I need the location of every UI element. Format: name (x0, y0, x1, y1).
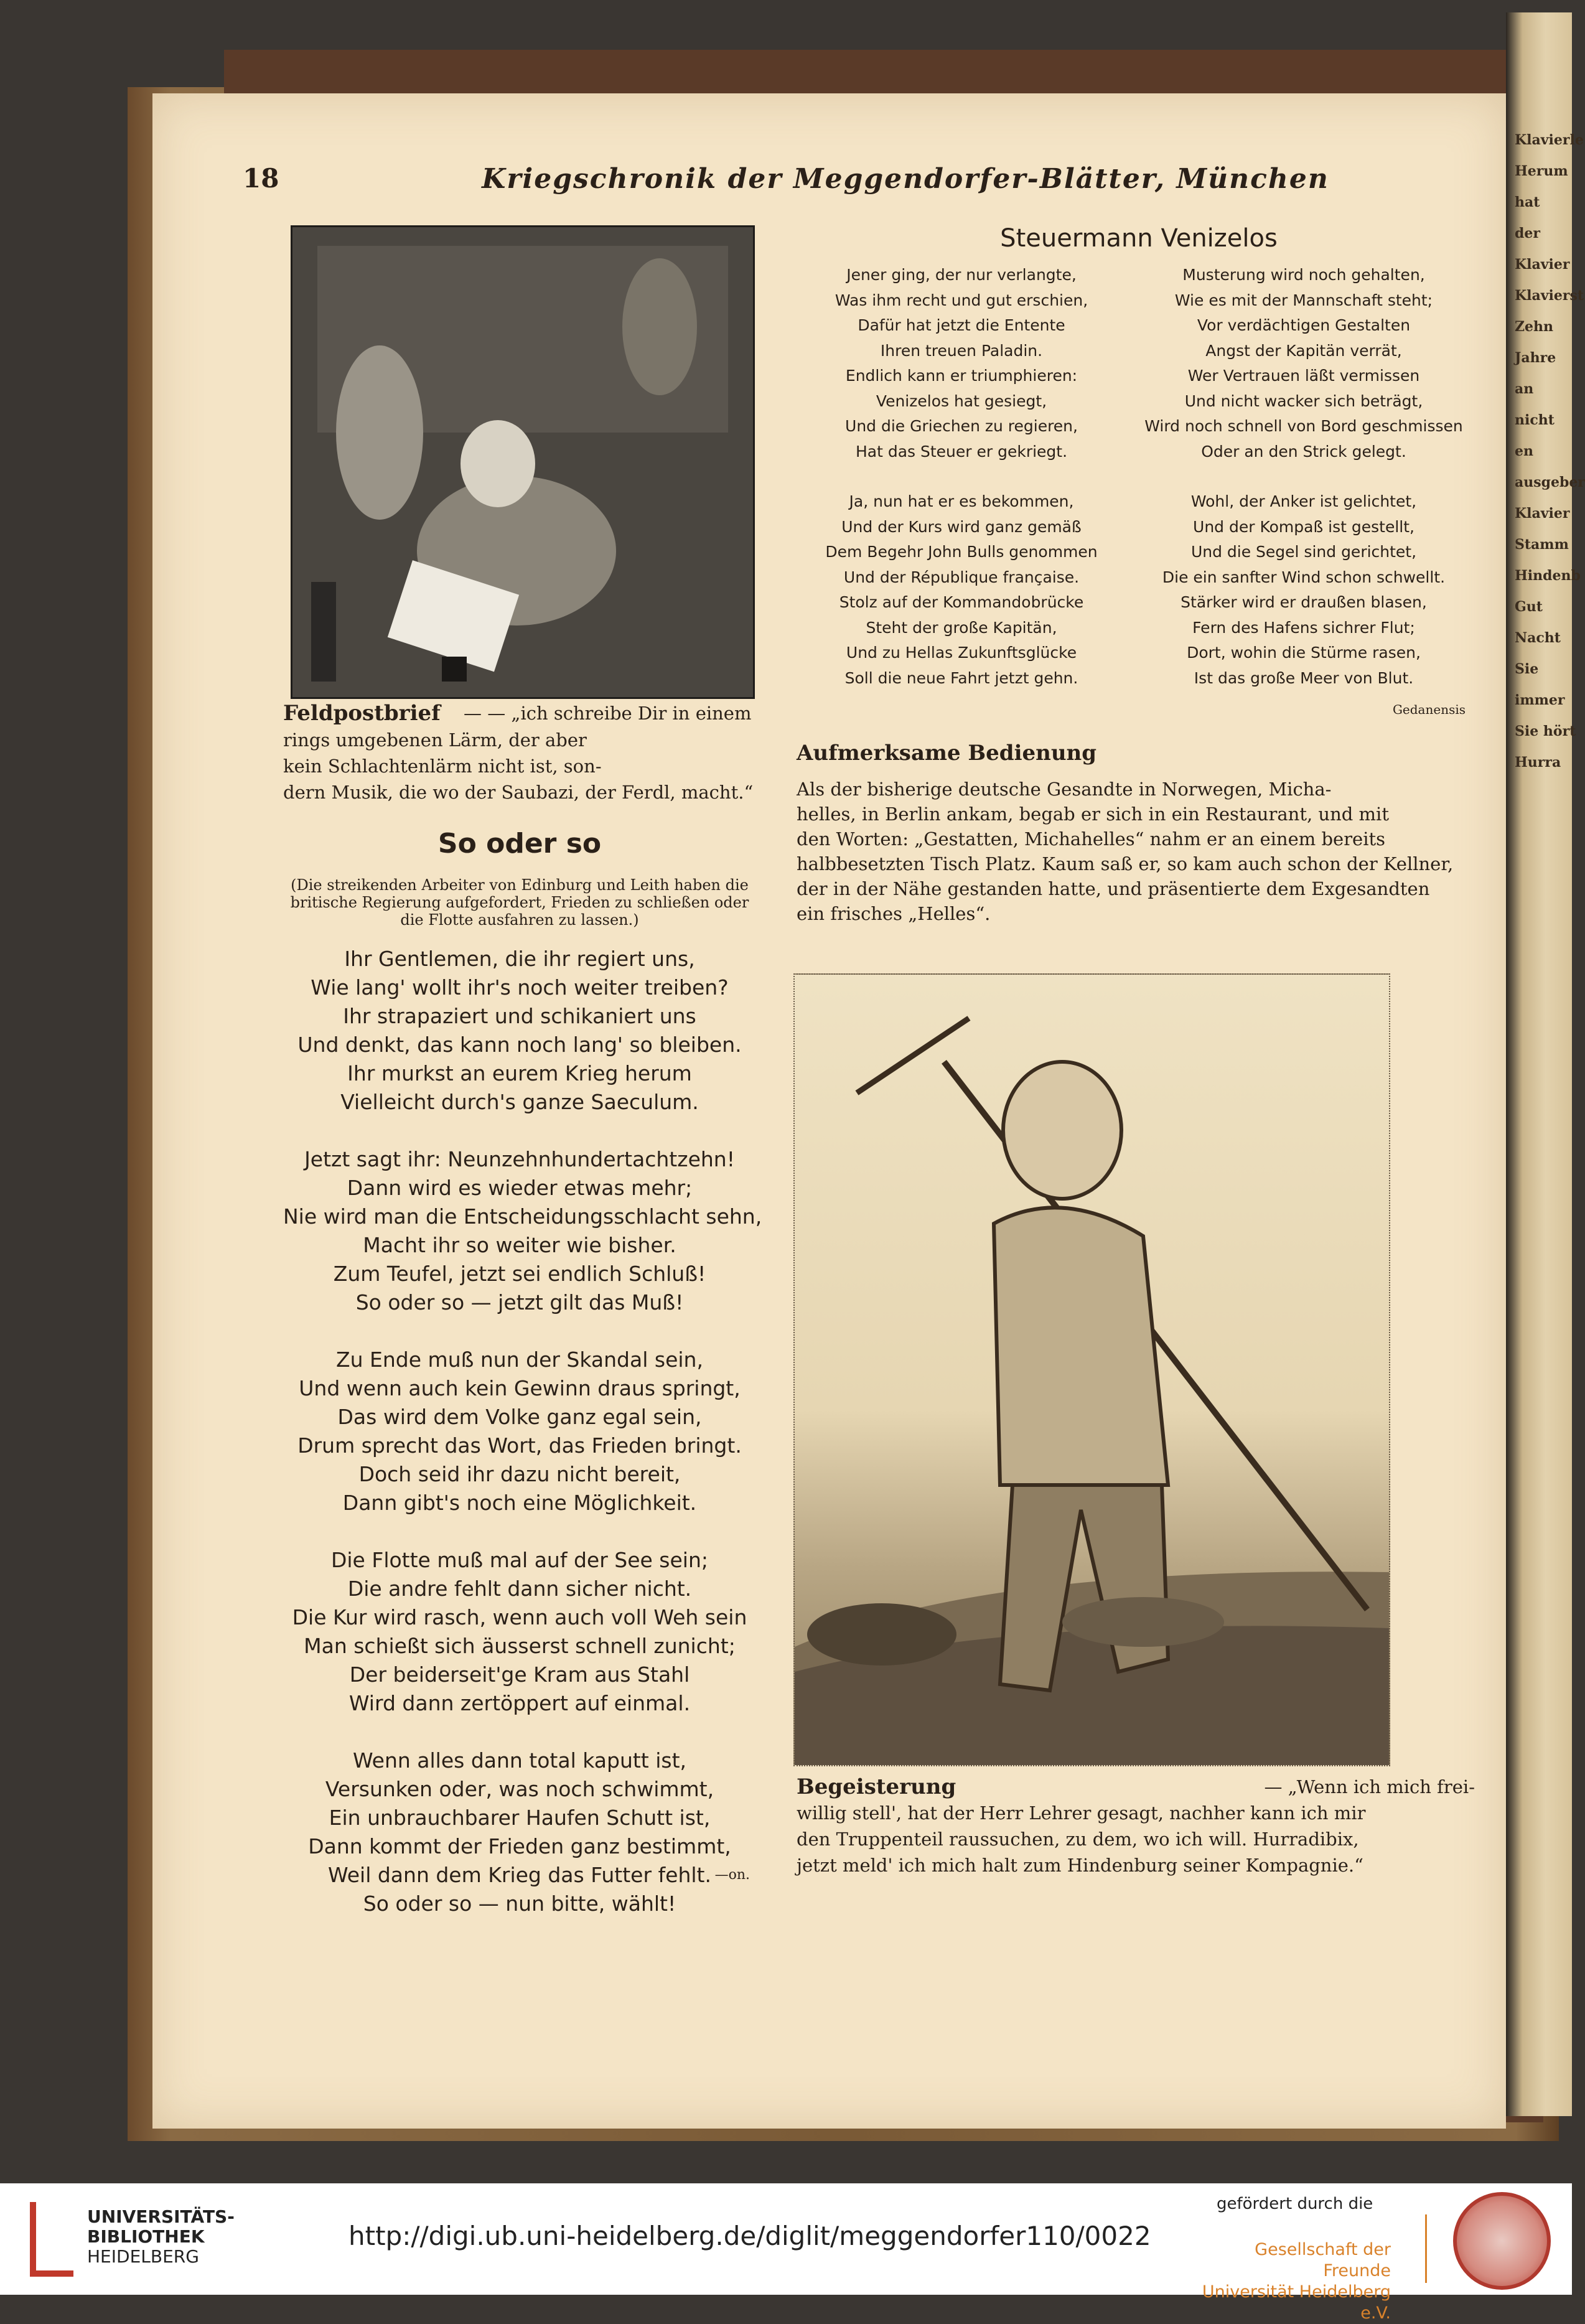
steuermann-title: Steuermann Venizelos (1000, 224, 1278, 253)
feldpostbrief-illustration (291, 225, 755, 699)
poem-line: Weil dann dem Krieg das Futter fehlt. (328, 1863, 711, 1887)
begeisterung-text-first: — „Wenn ich mich frei- (1264, 1776, 1475, 1797)
library-name-line3: HEIDELBERG (87, 2246, 199, 2267)
adjacent-text-line: Klavierst (1515, 288, 1584, 304)
poem-line: Oder an den Strick gelegt. (1201, 442, 1406, 461)
poem-line: Die Kur wird rasch, wenn auch voll Weh sein (292, 1605, 747, 1629)
poem-line: Ein unbrauchbarer Haufen Schutt ist, (329, 1806, 711, 1830)
adjacent-page-text (1515, 124, 1585, 778)
soldiers-drawing (292, 227, 753, 697)
so-oder-so-subtitle: (Die streikenden Arbeiter von Edinburg und Leith haben die britische Regierung aufgefordert, Frieden zu schließen oder die Flotte ausfahren zu lassen.) (290, 876, 749, 929)
text-line: den Worten: „Gestatten, Michahelles“ nahm er an einem bereits (797, 828, 1386, 850)
sponsor-label: gefördert durch die (1217, 2195, 1373, 2213)
adjacent-text-line: Gut Nacht (1515, 599, 1561, 646)
adjacent-text-line: Hindenb (1515, 568, 1581, 584)
poem-line: Die ein sanfter Wind schon schwellt. (1162, 568, 1446, 586)
text-line: den Truppenteil raussuchen, zu dem, wo ich will. Hurradibix, (797, 1829, 1359, 1850)
so-oder-so-poem (283, 945, 762, 1947)
text-line: ein frisches „Helles“. (797, 903, 991, 924)
poem-line: Der beiderseit'ge Kram aus Stahl (349, 1662, 690, 1687)
poem-line: Dann kommt der Frieden ganz bestimmt, (308, 1834, 731, 1858)
poem-line: Steht der große Kapitän, (866, 618, 1057, 637)
poem-line: Ihr Gentlemen, die ihr regiert uns, (344, 947, 695, 971)
adjacent-text-line: ausgeber (1515, 474, 1585, 490)
poem-line: Vor verdächtigen Gestalten (1197, 316, 1411, 334)
poem-line: Ihren treuen Paladin. (880, 341, 1043, 360)
stanza (283, 1346, 756, 1517)
poem-line: Dann wird es wieder etwas mehr; (347, 1176, 693, 1200)
university-seal-icon (1453, 2192, 1551, 2290)
poem-line: Vielleicht durch's ganze Saeculum. (340, 1090, 699, 1114)
poem-line: Zum Teufel, jetzt sei endlich Schluß! (333, 1262, 706, 1286)
adjacent-text-line: Hurra (1515, 754, 1561, 771)
poem-line: Das wird dem Volke ganz egal sein, (337, 1405, 702, 1429)
permalink[interactable]: http://digi.ub.uni-heidelberg.de/diglit/meggendorfer110/0022 (348, 2221, 1151, 2251)
poem-line: Jener ging, der nur verlangte, (846, 266, 1077, 284)
library-name (87, 2207, 235, 2267)
poem-line: Ihr murkst an eurem Krieg herum (347, 1061, 692, 1085)
adjacent-page (1506, 12, 1585, 2116)
poem-line: Macht ihr so weiter wie bisher. (363, 1233, 676, 1257)
library-name-line2: BIBLIOTHEK (87, 2226, 205, 2247)
text-line: halbbesetzten Tisch Platz. Kaum saß er, so kam auch schon der Kellner, (797, 853, 1454, 874)
poem-line: Und wenn auch kein Gewinn draus springt, (299, 1376, 741, 1400)
feldpostbrief-block (283, 700, 756, 805)
text-line: dern Musik, die wo der Saubazi, der Ferdl, macht.“ (283, 782, 754, 803)
poem-line: Stärker wird er draußen blasen, (1181, 593, 1427, 611)
so-oder-so-title: So oder so (437, 828, 602, 860)
feldpostbrief-title: Feldpostbrief (283, 701, 441, 726)
poem-line: Dann gibt's noch eine Möglichkeit. (342, 1491, 697, 1515)
sponsor-line2: Universität Heidelberg e.V. (1202, 2282, 1391, 2323)
adjacent-text-line: Herum hat (1515, 163, 1568, 210)
poem-line: Wird dann zertöppert auf einmal. (348, 1691, 691, 1715)
poem-line: Und die Griechen zu regieren, (845, 417, 1078, 435)
poem-line: Jetzt sagt ihr: Neunzehnhundertachtzehn! (304, 1147, 735, 1171)
sponsor-divider (1425, 2214, 1427, 2283)
steuermann-left-column (797, 263, 1126, 716)
adjacent-text-line: der Klavier (1515, 225, 1570, 273)
poem-line: Wie es mit der Mannschaft steht; (1174, 291, 1433, 309)
stanza (797, 489, 1126, 691)
stanza (797, 263, 1126, 464)
poem-line: Die Flotte muß mal auf der See sein; (330, 1548, 709, 1572)
library-footer (0, 2183, 1572, 2323)
adjacent-text-line: Zehn Jahre (1515, 319, 1556, 366)
poem-line: Fern des Hafens sichrer Flut; (1192, 618, 1415, 637)
poem-line: Dort, wohin die Stürme rasen, (1187, 644, 1421, 662)
poem-line: Und der Kompaß ist gestellt, (1193, 517, 1414, 536)
text-line: der in der Nähe gestanden hatte, und präsentierte dem Exgesandten (797, 878, 1430, 899)
poem-line: Wer Vertrauen läßt vermissen (1187, 367, 1420, 385)
stanza (283, 945, 756, 1117)
text-line: kein Schlachtenlärm nicht ist, son- (283, 756, 602, 777)
page-number: 18 (243, 163, 279, 194)
stanza (1136, 263, 1472, 464)
poem-line: Und zu Hellas Zukunftsglücke (846, 644, 1077, 662)
adjacent-text-line: Klavierle (1515, 132, 1584, 148)
begeisterung-title: Begeisterung (797, 1774, 956, 1799)
poem-line: Und der Kurs wird ganz gemäß (841, 517, 1082, 536)
poem-line: Man schießt sich äusserst schnell zunicht; (304, 1634, 736, 1658)
text-line: helles, in Berlin ankam, begab er sich in ein Restaurant, und mit (797, 804, 1389, 825)
so-oder-so-signature: —on. (714, 1867, 750, 1883)
poem-line: Ist das große Meer von Blut. (1194, 668, 1414, 687)
poem-line: Musterung wird noch gehalten, (1182, 266, 1425, 284)
adjacent-text-line: Sie immer (1515, 661, 1565, 708)
poem-line: Drum sprecht das Wort, das Frieden bringt. (297, 1433, 742, 1458)
poem-line: Venizelos hat gesiegt, (876, 391, 1047, 410)
poem-line: Wenn alles dann total kaputt ist, (352, 1748, 687, 1773)
page (152, 93, 1506, 2129)
poem-line: Hat das Steuer er gekriegt. (855, 442, 1068, 461)
sponsor-line1: Gesellschaft der Freunde (1255, 2240, 1391, 2280)
poem-line: Doch seid ihr dazu nicht bereit, (358, 1462, 681, 1486)
poem-line: Stolz auf der Kommandobrücke (839, 593, 1084, 611)
library-name-line1: UNIVERSITÄTS- (87, 2206, 235, 2227)
boy-with-rake-drawing (795, 975, 1389, 1765)
poem-line: Endlich kann er triumphieren: (845, 367, 1078, 385)
stanza (283, 1546, 756, 1718)
poem-line: Wohl, der Anker ist gelichtet, (1190, 492, 1417, 510)
stanza (283, 1145, 762, 1317)
text-line: jetzt meld' ich mich halt zum Hindenburg seiner Kompagnie.“ (797, 1855, 1363, 1876)
stanza (283, 1746, 756, 1918)
poem-line: Was ihm recht und gut erschien, (835, 291, 1088, 309)
poem-line: Dem Begehr John Bulls genommen (825, 543, 1098, 561)
poem-line: Versunken oder, was noch schwimmt, (325, 1777, 714, 1801)
poem-line: Und die Segel sind gerichtet, (1190, 543, 1417, 561)
poem-line: So oder so — jetzt gilt das Muß! (355, 1290, 684, 1314)
poem-line: Ihr strapaziert und schikaniert uns (343, 1004, 696, 1028)
poem-line: Zu Ende muß nun der Skandal sein, (336, 1347, 703, 1372)
poem-line: Angst der Kapitän verrät, (1205, 341, 1402, 360)
poem-line: Nie wird man die Entscheidungsschlacht sehn, (283, 1204, 762, 1229)
poem-line: Die andre fehlt dann sicher nicht. (347, 1577, 692, 1601)
sponsor-name (1185, 2239, 1391, 2324)
poem-line: Wird noch schnell von Bord geschmissen (1144, 417, 1463, 435)
adjacent-text-line: Stamm (1515, 536, 1569, 553)
bedienung-title: Aufmerksame Bedienung (797, 741, 1097, 766)
poem-line: Und denkt, das kann noch lang' so bleiben. (297, 1033, 742, 1057)
adjacent-text-line: Klavier (1515, 505, 1570, 522)
steuermann-right-column (1136, 263, 1472, 716)
library-logo-icon (30, 2202, 73, 2277)
poem-line: Und der République française. (843, 568, 1080, 586)
poem-line: Ja, nun hat er es bekommen, (849, 492, 1074, 510)
steuermann-signature: Gedanensis (1392, 702, 1466, 717)
poem-line: Dafür hat jetzt die Entente (858, 316, 1065, 334)
poem-line: Soll die neue Fahrt jetzt gehn. (844, 668, 1078, 687)
begeisterung-text (797, 1800, 1475, 1878)
adjacent-text-line: an nicht en (1515, 381, 1555, 459)
begeisterung-illustration (793, 973, 1390, 1766)
feldpostbrief-text (283, 727, 756, 805)
bedienung-text (797, 777, 1475, 926)
poem-line: So oder so — nun bitte, wählt! (363, 1891, 676, 1916)
poem-line: Und nicht wacker sich beträgt, (1184, 391, 1423, 410)
text-line: Als der bisherige deutsche Gesandte in Norwegen, Micha- (797, 779, 1332, 800)
begeisterung-block (797, 1774, 1475, 1878)
running-title: Kriegschronik der Meggendorfer-Blätter, München (482, 163, 1329, 195)
stanza (1136, 489, 1472, 691)
text-line: rings umgebenen Lärm, der aber (283, 729, 587, 751)
feldpostbrief-text-first: — — „ich schreibe Dir in einem (464, 703, 752, 724)
adjacent-text-line: Sie hört (1515, 723, 1576, 739)
text-line: willig stell', hat der Herr Lehrer gesagt, nachher kann ich mir (797, 1802, 1366, 1824)
poem-line: Wie lang' wollt ihr's noch weiter treiben? (311, 975, 729, 1000)
